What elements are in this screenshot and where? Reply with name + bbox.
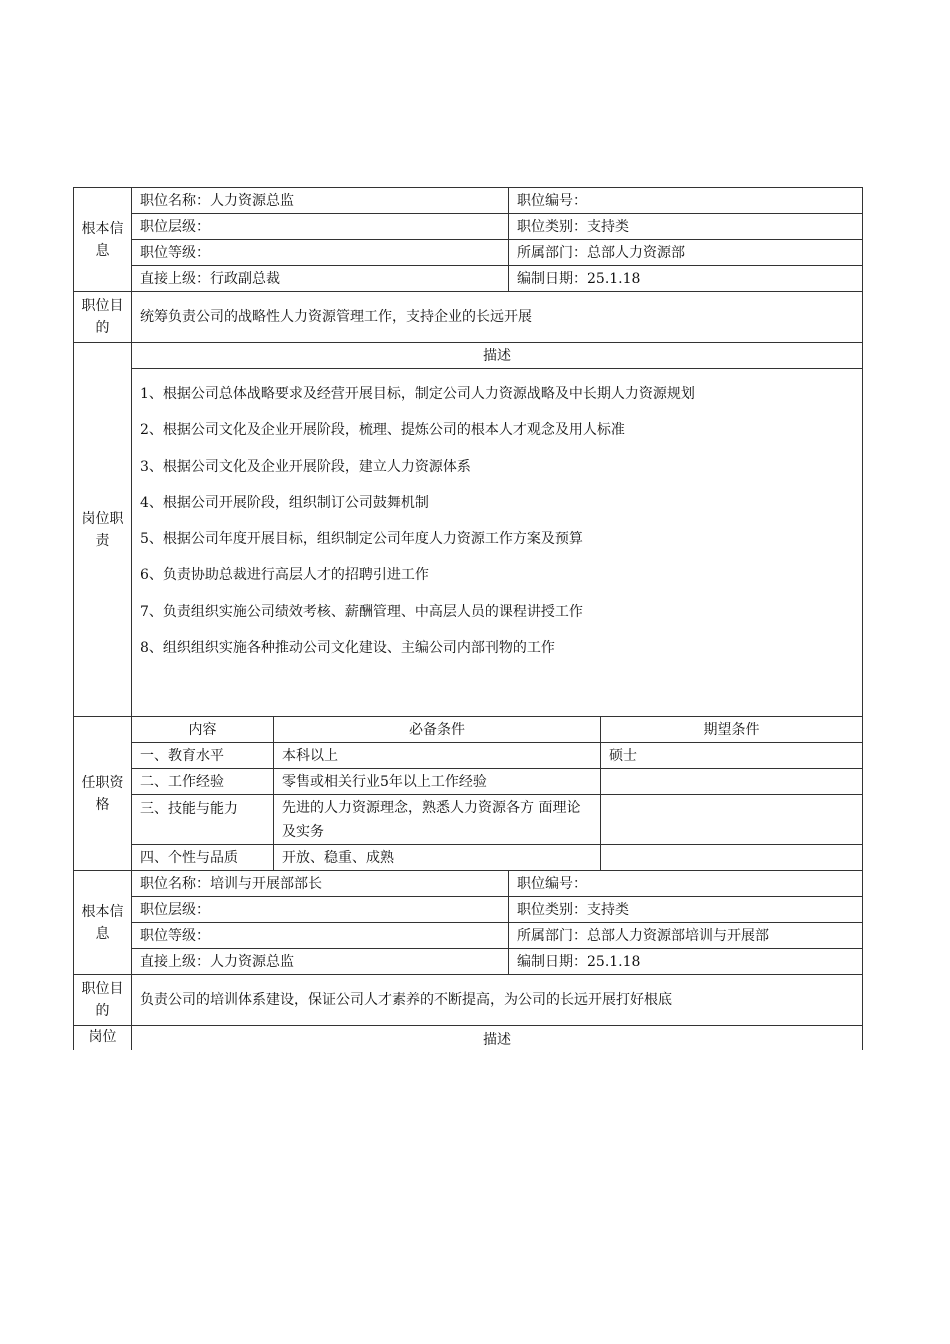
purpose-table-1: [73, 291, 863, 343]
position-name: 职位名称：人力资源总监: [132, 188, 509, 214]
qual-desired: [601, 769, 863, 795]
duty-item: 5、根据公司年度开展目标，组织制定公司年度人力资源工作方案及预算: [140, 531, 583, 548]
position-level: 职位层级：: [132, 897, 509, 923]
qualifications-table-1: [73, 716, 863, 871]
position-category: 职位类别：支持类: [509, 214, 863, 240]
duty-item: 8、组织组织实施各种推动公司文化建设、主编公司内部刊物的工作: [140, 640, 555, 657]
direct-supervisor: 直接上级：行政副总裁: [132, 266, 509, 292]
qual-required: 零售或相关行业5年以上工作经验: [274, 769, 601, 795]
duty-item: 1、根据公司总体战略要求及经营开展目标，制定公司人力资源战略及中长期人力资源规划: [140, 386, 695, 402]
position-code: 职位编号：: [509, 871, 863, 897]
compile-date: 编制日期：25.1.18: [509, 949, 863, 975]
qual-item: 四、个性与品质: [132, 845, 274, 871]
purpose-text: 负责公司的培训体系建设，保证公司人才素养的不断提高，为公司的长远开展打好根底: [132, 975, 863, 1026]
department: 所属部门：总部人力资源部: [509, 240, 863, 266]
duties-label: 岗位职责: [74, 343, 132, 717]
duties-list: [132, 369, 863, 717]
duty-item: 2、根据公司文化及企业开展阶段，梳理、提炼公司的根本人才观念及用人标准: [140, 422, 625, 439]
purpose-text: 统筹负责公司的战略性人力资源管理工作，支持企业的长远开展: [132, 292, 863, 343]
duty-item: 3、根据公司文化及企业开展阶段，建立人力资源体系: [140, 458, 471, 475]
duty-item: 7、负责组织实施公司绩效考核、薪酬管理、中高层人员的课程讲授工作: [140, 603, 583, 620]
position-name: 职位名称：培训与开展部部长: [132, 871, 509, 897]
purpose-label: 职位目的: [74, 975, 132, 1026]
qual-header-desired: 期望条件: [601, 717, 863, 743]
basic-info-label: 根本信息: [74, 871, 132, 975]
qual-item: 二、工作经验: [132, 769, 274, 795]
position-code: 职位编号：: [509, 188, 863, 214]
duties-label: 岗位: [74, 1026, 132, 1050]
purpose-label: 职位目的: [74, 292, 132, 343]
duties-table-1: [73, 342, 863, 717]
qual-header-required: 必备条件: [274, 717, 601, 743]
position-level: 职位层级：: [132, 214, 509, 240]
compile-date: 编制日期：25.1.18: [509, 266, 863, 292]
duties-header: 描述: [132, 343, 863, 369]
basic-info-table-1: [73, 187, 863, 292]
qual-header-content: 内容: [132, 717, 274, 743]
qualifications-label: 任职资格: [74, 717, 132, 871]
qual-required: 本科以上: [274, 743, 601, 769]
duties-table-2: [73, 1025, 863, 1050]
basic-info-table-2: [73, 870, 863, 975]
qual-desired: 硕士: [601, 743, 863, 769]
position-grade: 职位等级：: [132, 240, 509, 266]
qual-item: 一、教育水平: [132, 743, 274, 769]
duties-header: 描述: [132, 1026, 863, 1050]
duty-item: 4、根据公司开展阶段，组织制订公司鼓舞机制: [140, 494, 429, 511]
qual-item: 三、技能与能力: [132, 795, 274, 845]
basic-info-label: 根本信息: [74, 188, 132, 292]
qual-desired: [601, 845, 863, 871]
position-category: 职位类别：支持类: [509, 897, 863, 923]
position-grade: 职位等级：: [132, 923, 509, 949]
qual-desired: [601, 795, 863, 845]
direct-supervisor: 直接上级：人力资源总监: [132, 949, 509, 975]
department: 所属部门：总部人力资源部培训与开展部: [509, 923, 863, 949]
purpose-table-2: [73, 974, 863, 1026]
duty-item: 6、负责协助总裁进行高层人才的招聘引进工作: [140, 567, 429, 584]
qual-required: 开放、稳重、成熟: [274, 845, 601, 871]
qual-required: 先进的人力资源理念，熟悉人力资源各方 面理论及实务: [274, 795, 601, 845]
